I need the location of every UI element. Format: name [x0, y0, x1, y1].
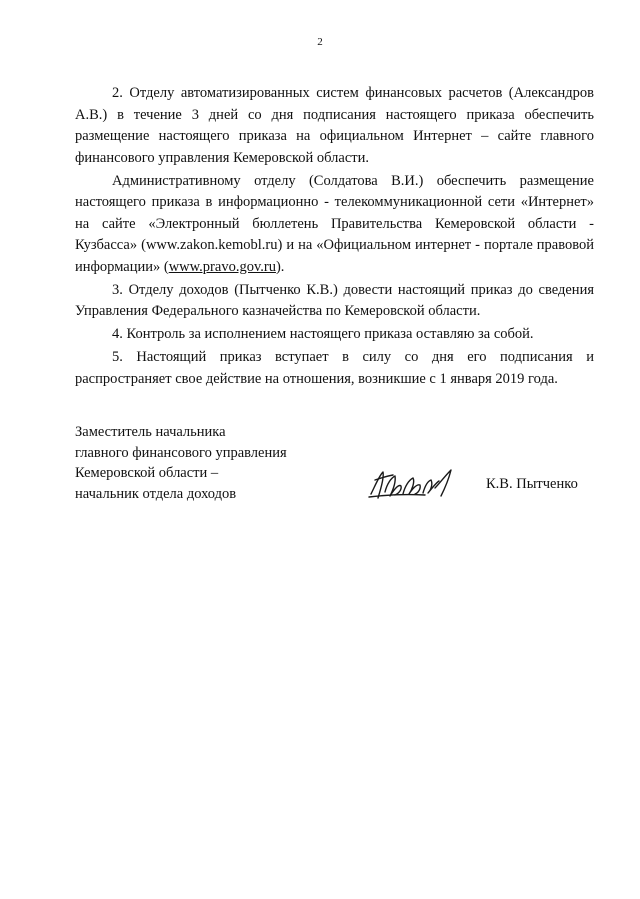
paragraph-2: 2. Отделу автоматизированных систем финансовых расчетов (Александров А.В.) в течение 3 дней со дня подписания настоящего приказа обеспечить размещение настоящего приказа на официальном Интернет – сайте главного финансового управления Кемеровской области. — [75, 85, 594, 166]
paragraph-4: 4. Контроль за исполнением настоящего приказа оставляю за собой. — [112, 326, 534, 342]
signatory-title-line-4: начальник отдела доходов — [75, 485, 237, 502]
signatory-name: К.В. Пытченко — [486, 476, 578, 492]
paragraph-5: 5. Настоящий приказ вступает в силу со дня его подписания и распространяет свое действие на отношения, возникшие с 1 января 2019 года. — [75, 349, 594, 387]
paragraph-3: 3. Отделу доходов (Пытченко К.В.) довести настоящий приказ до сведения Управления Федерального казначейства по Кемеровской области. — [75, 281, 594, 319]
signatory-title — [75, 422, 287, 504]
signatory-title-line-3: Кемеровской области – — [75, 465, 219, 481]
pravo-gov-link[interactable]: www.pravo.gov.ru — [168, 258, 276, 275]
document-body — [75, 83, 594, 392]
signatory-title-line-1: Заместитель начальника — [75, 424, 226, 440]
page-number: 2 — [317, 36, 323, 48]
signatory-title-line-2: главного финансового управления — [75, 444, 287, 461]
paragraph-2-admin-text: Административному отделу (Солдатова В.И.) обеспечить размещение настоящего приказа в информационно - телекоммуникационной сети «Интернет» на сайте «Электронный бюллетень Правительства Кемеровской области - Кузбасса» (www.zakon.kemobl.ru) и на «Официальном интернет - портале правовой информации» ( — [75, 172, 594, 275]
handwritten-signature — [365, 464, 465, 504]
paragraph-2-admin-end: ). — [275, 258, 285, 275]
paragraph-2-admin-department — [75, 171, 594, 279]
